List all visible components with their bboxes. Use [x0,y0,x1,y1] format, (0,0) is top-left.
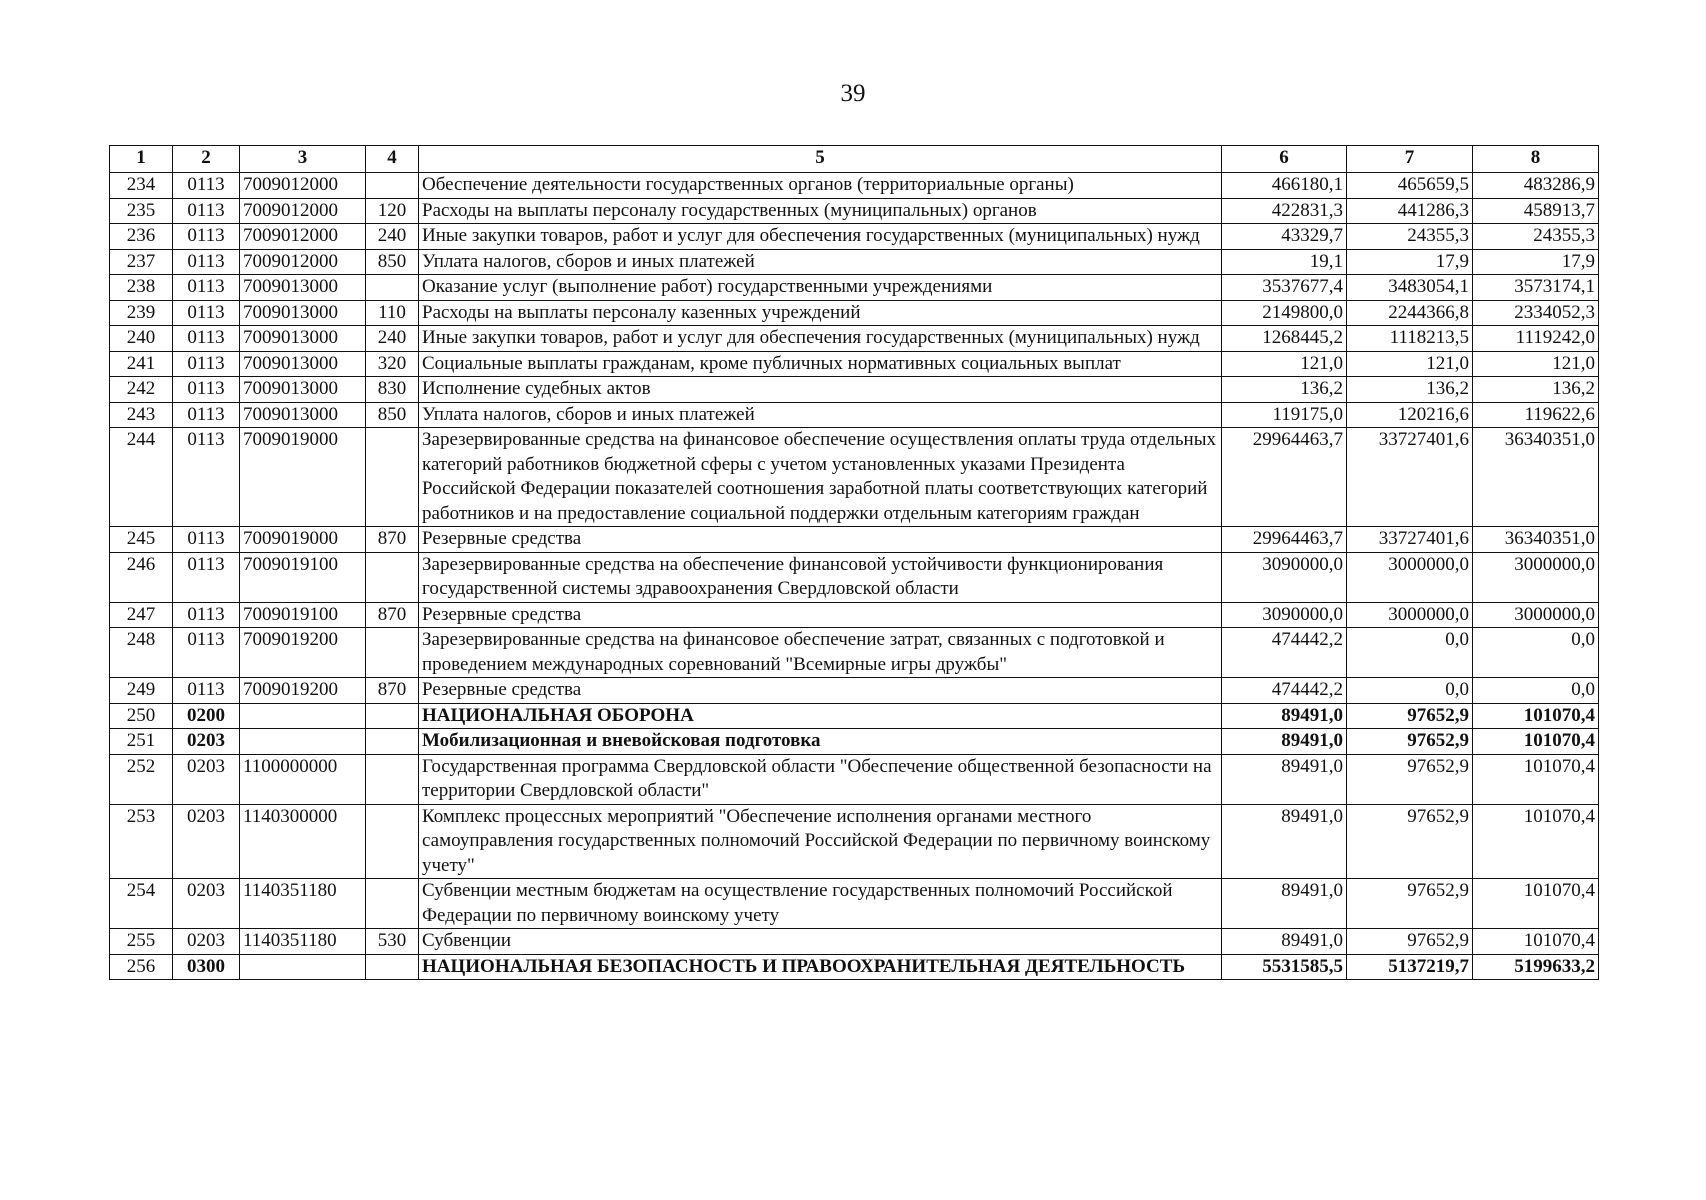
row-number: 235 [110,198,173,224]
article-code: 7009019000 [240,527,366,553]
row-number: 237 [110,249,173,275]
row-number: 236 [110,224,173,250]
header-row [110,146,1599,173]
table-row [110,428,1599,527]
header-cell: 2 [173,146,240,173]
row-name: Резервные средства [419,602,1222,628]
section-code: 0113 [173,628,240,678]
header-cell: 7 [1347,146,1473,173]
table-row [110,377,1599,403]
section-code: 0300 [173,954,240,980]
expense-type-code: 530 [366,929,419,955]
amount-col6: 136,2 [1222,377,1347,403]
expense-type-code: 870 [366,527,419,553]
row-name: Комплекс процессных мероприятий "Обеспечение исполнения органами местного самоуправления государственных полномочий Российской Федерации по первичному воинскому учету" [419,804,1222,879]
amount-col7: 5137219,7 [1347,954,1473,980]
table-row [110,729,1599,755]
section-code: 0113 [173,300,240,326]
amount-col6: 3090000,0 [1222,552,1347,602]
amount-col8: 121,0 [1473,351,1599,377]
amount-col7: 0,0 [1347,628,1473,678]
table-row [110,198,1599,224]
amount-col6: 29964463,7 [1222,428,1347,527]
expense-type-code [366,729,419,755]
amount-col6: 474442,2 [1222,678,1347,704]
amount-col6: 422831,3 [1222,198,1347,224]
row-name: Субвенции [419,929,1222,955]
amount-col6: 3537677,4 [1222,275,1347,301]
header-cell: 1 [110,146,173,173]
expense-type-code [366,275,419,301]
row-number: 234 [110,173,173,199]
expense-type-code: 830 [366,377,419,403]
row-name: НАЦИОНАЛЬНАЯ ОБОРОНА [419,703,1222,729]
row-number: 254 [110,879,173,929]
amount-col8: 1119242,0 [1473,326,1599,352]
amount-col7: 3000000,0 [1347,552,1473,602]
row-name: Расходы на выплаты персоналу казенных учреждений [419,300,1222,326]
table-row [110,929,1599,955]
header-cell: 3 [240,146,366,173]
expense-type-code: 110 [366,300,419,326]
article-code: 7009012000 [240,198,366,224]
row-name: Иные закупки товаров, работ и услуг для обеспечения государственных (муниципальных) нужд [419,326,1222,352]
expense-type-code: 240 [366,326,419,352]
budget-table [109,145,1599,980]
table-row [110,326,1599,352]
section-code: 0203 [173,929,240,955]
article-code: 7009019100 [240,552,366,602]
amount-col6: 19,1 [1222,249,1347,275]
section-code: 0113 [173,326,240,352]
amount-col7: 3000000,0 [1347,602,1473,628]
expense-type-code: 240 [366,224,419,250]
table-row [110,602,1599,628]
amount-col6: 121,0 [1222,351,1347,377]
amount-col6: 2149800,0 [1222,300,1347,326]
amount-col8: 119622,6 [1473,402,1599,428]
amount-col6: 5531585,5 [1222,954,1347,980]
amount-col8: 36340351,0 [1473,428,1599,527]
expense-type-code: 850 [366,249,419,275]
amount-col8: 483286,9 [1473,173,1599,199]
row-name: Зарезервированные средства на финансовое обеспечение затрат, связанных с подготовкой и проведением международных соревнований "Всемирные игры дружбы" [419,628,1222,678]
row-number: 250 [110,703,173,729]
article-code: 7009013000 [240,351,366,377]
article-code [240,729,366,755]
section-code: 0113 [173,351,240,377]
row-name: Исполнение судебных актов [419,377,1222,403]
table-row [110,804,1599,879]
row-name: Иные закупки товаров, работ и услуг для обеспечения государственных (муниципальных) нужд [419,224,1222,250]
section-code: 0113 [173,527,240,553]
row-name: Расходы на выплаты персоналу государственных (муниципальных) органов [419,198,1222,224]
amount-col8: 101070,4 [1473,729,1599,755]
amount-col6: 1268445,2 [1222,326,1347,352]
amount-col6: 43329,7 [1222,224,1347,250]
row-number: 244 [110,428,173,527]
expense-type-code [366,428,419,527]
row-name: Обеспечение деятельности государственных органов (территориальные органы) [419,173,1222,199]
row-number: 246 [110,552,173,602]
row-name: Социальные выплаты гражданам, кроме публичных нормативных социальных выплат [419,351,1222,377]
amount-col8: 0,0 [1473,628,1599,678]
amount-col8: 0,0 [1473,678,1599,704]
article-code [240,703,366,729]
article-code: 7009019200 [240,628,366,678]
amount-col7: 1118213,5 [1347,326,1473,352]
amount-col8: 101070,4 [1473,754,1599,804]
amount-col8: 3000000,0 [1473,552,1599,602]
row-name: НАЦИОНАЛЬНАЯ БЕЗОПАСНОСТЬ И ПРАВООХРАНИТЕЛЬНАЯ ДЕЯТЕЛЬНОСТЬ [419,954,1222,980]
amount-col8: 101070,4 [1473,804,1599,879]
amount-col8: 136,2 [1473,377,1599,403]
section-code: 0113 [173,552,240,602]
row-name: Субвенции местным бюджетам на осуществление государственных полномочий Российской Федерации по первичному воинскому учету [419,879,1222,929]
article-code [240,954,366,980]
article-code: 7009019100 [240,602,366,628]
amount-col7: 97652,9 [1347,879,1473,929]
row-name: Резервные средства [419,527,1222,553]
header-cell: 6 [1222,146,1347,173]
row-number: 240 [110,326,173,352]
row-name: Зарезервированные средства на финансовое обеспечение осуществления оплаты труда отдельных категорий работников бюджетной сферы с учетом установленных указами Президента Российской Федерации показателей соотношения заработной платы соответствующих категорий работников и на предоставление социальной поддержки отдельным категориям граждан [419,428,1222,527]
amount-col6: 29964463,7 [1222,527,1347,553]
row-number: 249 [110,678,173,704]
amount-col6: 89491,0 [1222,804,1347,879]
row-number: 243 [110,402,173,428]
row-name: Оказание услуг (выполнение работ) государственными учреждениями [419,275,1222,301]
amount-col6: 89491,0 [1222,879,1347,929]
row-number: 248 [110,628,173,678]
article-code: 7009012000 [240,224,366,250]
expense-type-code [366,628,419,678]
section-code: 0113 [173,402,240,428]
header-cell: 8 [1473,146,1599,173]
header-cell: 4 [366,146,419,173]
article-code: 7009013000 [240,402,366,428]
row-number: 247 [110,602,173,628]
amount-col6: 89491,0 [1222,754,1347,804]
amount-col7: 33727401,6 [1347,527,1473,553]
article-code: 7009013000 [240,275,366,301]
section-code: 0203 [173,754,240,804]
article-code: 7009012000 [240,249,366,275]
section-code: 0203 [173,729,240,755]
expense-type-code: 870 [366,602,419,628]
amount-col7: 97652,9 [1347,754,1473,804]
section-code: 0203 [173,879,240,929]
article-code: 1140300000 [240,804,366,879]
amount-col7: 17,9 [1347,249,1473,275]
amount-col7: 441286,3 [1347,198,1473,224]
row-number: 245 [110,527,173,553]
article-code: 7009013000 [240,377,366,403]
expense-type-code [366,754,419,804]
table-row [110,628,1599,678]
amount-col6: 474442,2 [1222,628,1347,678]
amount-col8: 5199633,2 [1473,954,1599,980]
amount-col6: 89491,0 [1222,703,1347,729]
amount-col6: 119175,0 [1222,402,1347,428]
table-body [110,173,1599,980]
row-name: Зарезервированные средства на обеспечение финансовой устойчивости функционирования государственной системы здравоохранения Свердловской области [419,552,1222,602]
table-row [110,402,1599,428]
amount-col7: 465659,5 [1347,173,1473,199]
table-row [110,703,1599,729]
amount-col7: 2244366,8 [1347,300,1473,326]
section-code: 0113 [173,275,240,301]
row-name: Резервные средства [419,678,1222,704]
page-number: 39 [840,80,866,107]
article-code: 7009013000 [240,326,366,352]
row-number: 251 [110,729,173,755]
amount-col7: 33727401,6 [1347,428,1473,527]
table-row [110,351,1599,377]
row-number: 253 [110,804,173,879]
table-row [110,300,1599,326]
amount-col8: 3000000,0 [1473,602,1599,628]
amount-col6: 466180,1 [1222,173,1347,199]
article-code: 7009019000 [240,428,366,527]
article-code: 7009012000 [240,173,366,199]
amount-col8: 458913,7 [1473,198,1599,224]
table-row [110,954,1599,980]
row-name: Мобилизационная и вневойсковая подготовка [419,729,1222,755]
row-name: Уплата налогов, сборов и иных платежей [419,402,1222,428]
amount-col6: 89491,0 [1222,729,1347,755]
row-name: Государственная программа Свердловской области "Обеспечение общественной безопасности на территории Свердловской области" [419,754,1222,804]
amount-col7: 120216,6 [1347,402,1473,428]
section-code: 0113 [173,198,240,224]
table-row [110,249,1599,275]
amount-col8: 2334052,3 [1473,300,1599,326]
row-number: 238 [110,275,173,301]
expense-type-code: 870 [366,678,419,704]
amount-col7: 97652,9 [1347,929,1473,955]
amount-col8: 101070,4 [1473,929,1599,955]
amount-col7: 0,0 [1347,678,1473,704]
article-code: 7009013000 [240,300,366,326]
row-number: 239 [110,300,173,326]
amount-col7: 136,2 [1347,377,1473,403]
amount-col8: 101070,4 [1473,879,1599,929]
table-row [110,754,1599,804]
expense-type-code [366,954,419,980]
section-code: 0203 [173,804,240,879]
table-row [110,173,1599,199]
section-code: 0113 [173,428,240,527]
amount-col8: 24355,3 [1473,224,1599,250]
expense-type-code [366,804,419,879]
section-code: 0113 [173,249,240,275]
expense-type-code: 320 [366,351,419,377]
section-code: 0200 [173,703,240,729]
amount-col8: 101070,4 [1473,703,1599,729]
section-code: 0113 [173,678,240,704]
section-code: 0113 [173,602,240,628]
amount-col7: 97652,9 [1347,703,1473,729]
table-row [110,224,1599,250]
table-row [110,678,1599,704]
amount-col7: 3483054,1 [1347,275,1473,301]
section-code: 0113 [173,173,240,199]
amount-col7: 121,0 [1347,351,1473,377]
row-number: 241 [110,351,173,377]
header-cell: 5 [419,146,1222,173]
expense-type-code: 850 [366,402,419,428]
row-number: 255 [110,929,173,955]
amount-col6: 89491,0 [1222,929,1347,955]
amount-col6: 3090000,0 [1222,602,1347,628]
row-number: 256 [110,954,173,980]
amount-col8: 3573174,1 [1473,275,1599,301]
amount-col7: 97652,9 [1347,804,1473,879]
expense-type-code [366,173,419,199]
article-code: 1140351180 [240,929,366,955]
row-name: Уплата налогов, сборов и иных платежей [419,249,1222,275]
row-number: 252 [110,754,173,804]
article-code: 1100000000 [240,754,366,804]
amount-col7: 24355,3 [1347,224,1473,250]
table-row [110,275,1599,301]
amount-col7: 97652,9 [1347,729,1473,755]
expense-type-code: 120 [366,198,419,224]
article-code: 7009019200 [240,678,366,704]
amount-col8: 17,9 [1473,249,1599,275]
amount-col8: 36340351,0 [1473,527,1599,553]
table-row [110,879,1599,929]
expense-type-code [366,703,419,729]
table-row [110,552,1599,602]
row-number: 242 [110,377,173,403]
article-code: 1140351180 [240,879,366,929]
expense-type-code [366,879,419,929]
section-code: 0113 [173,377,240,403]
table-row [110,527,1599,553]
expense-type-code [366,552,419,602]
section-code: 0113 [173,224,240,250]
